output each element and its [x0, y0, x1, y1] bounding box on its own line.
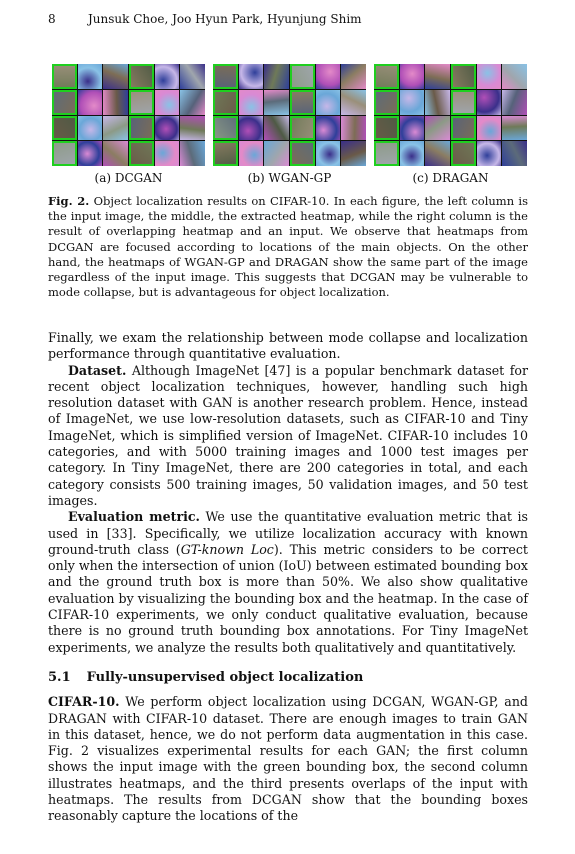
input-image-thumbnail: [290, 64, 315, 89]
input-image-thumbnail: [213, 141, 238, 166]
body-text: [48, 330, 528, 825]
paragraph-cifar10-text: We perform object localization using DCGAN, WGAN-GP, and DRAGAN with CIFAR-10 dataset. There are enough images to train GAN in this dataset, hence, we do not perform data augmentation in this case. Fig. 2 visualizes experimental results for each GAN; the first column shows the input image with the green bounding box, the second column illustrates heatmaps, and the third presents overlaps of the input with heatmaps. The results from DCGAN show that the bounding boxes reasonably capture the locations of the: [48, 694, 528, 824]
overlay-thumbnail: [264, 116, 289, 141]
paragraph-dataset-text: Although ImageNet [47] is a popular benchmark dataset for recent object localization techniques, however, handling such high resolution dataset with GAN is another research problem. Hence, instead of ImageNet, we use low-resolution datasets, such as CIFAR-10 and Tiny ImageNet, which is simplified version of ImageNet. CIFAR-10 includes 10 categories, and with 5000 training images and 1000 test images per category. In Tiny ImageNet, there are 200 categories in total, and each category consists 500 training images, 50 validation images, and 50 test images.: [48, 362, 528, 508]
input-image-thumbnail: [129, 141, 154, 166]
figure-caption-text: Object localization results on CIFAR-10. In each figure, the left column is the input image, the middle, the extracted heatmap, while the right column is the result of overlapping heatmap and an input. We observe that heatmaps from DCGAN are focused according to locations of the main objects. On the other hand, the heatmaps of WGAN-GP and DRAGAN show the same part of the image regardless of the input image. This suggests that DCGAN may be vulnerable to mode collapse, but is advantageous for object localization.: [48, 194, 528, 300]
overlay-thumbnail: [103, 90, 128, 115]
overlay-thumbnail: [502, 141, 527, 166]
input-image-thumbnail: [213, 90, 238, 115]
heatmap-thumbnail: [155, 64, 180, 89]
input-image-thumbnail: [129, 116, 154, 141]
figure-caption: [48, 194, 528, 300]
heatmap-thumbnail: [400, 64, 425, 89]
overlay-thumbnail: [180, 64, 205, 89]
overlay-thumbnail: [264, 64, 289, 89]
overlay-thumbnail: [180, 90, 205, 115]
overlay-thumbnail: [341, 116, 366, 141]
input-image-thumbnail: [451, 116, 476, 141]
input-image-thumbnail: [52, 64, 77, 89]
paragraph-metric-text-a: We use the quantitative evaluation metric that is used in [33]. Specifically, we utilize localization accuracy with known ground-truth class (: [48, 509, 528, 557]
section-heading: [48, 670, 528, 686]
subcaption-dcgan: (a) DCGAN: [94, 171, 163, 185]
input-image-thumbnail: [451, 64, 476, 89]
input-image-thumbnail: [374, 116, 399, 141]
heatmap-thumbnail: [78, 90, 103, 115]
dragan-grid: [374, 64, 527, 166]
subcaption-wgan-gp: (b) WGAN-GP: [247, 171, 332, 185]
page-number: 8: [48, 12, 56, 26]
input-image-thumbnail: [52, 116, 77, 141]
heatmap-thumbnail: [400, 141, 425, 166]
heatmap-thumbnail: [316, 116, 341, 141]
heatmap-thumbnail: [316, 141, 341, 166]
heatmap-thumbnail: [477, 90, 502, 115]
dcgan-grid: [52, 64, 205, 166]
overlay-thumbnail: [502, 90, 527, 115]
heatmap-thumbnail: [155, 90, 180, 115]
paragraph-cifar10-label: CIFAR-10.: [48, 694, 120, 710]
heatmap-thumbnail: [316, 64, 341, 89]
paragraph-intro: Finally, we exam the relationship between mode collapse and localization performance through quantitative evaluation.: [48, 330, 528, 362]
input-image-thumbnail: [213, 64, 238, 89]
overlay-thumbnail: [103, 64, 128, 89]
heatmap-thumbnail: [400, 90, 425, 115]
heatmap-thumbnail: [78, 116, 103, 141]
subcaption-dragan: (c) DRAGAN: [412, 171, 489, 185]
input-image-thumbnail: [290, 116, 315, 141]
paragraph-dataset: [48, 363, 528, 510]
overlay-thumbnail: [103, 141, 128, 166]
heatmap-thumbnail: [78, 141, 103, 166]
overlay-thumbnail: [425, 116, 450, 141]
heatmap-thumbnail: [477, 141, 502, 166]
input-image-thumbnail: [52, 141, 77, 166]
input-image-thumbnail: [374, 141, 399, 166]
input-image-thumbnail: [451, 90, 476, 115]
overlay-thumbnail: [341, 90, 366, 115]
heatmap-thumbnail: [239, 90, 264, 115]
paragraph-dataset-label: Dataset.: [68, 362, 127, 378]
section-number: 5.1: [48, 669, 71, 685]
overlay-thumbnail: [502, 64, 527, 89]
overlay-thumbnail: [341, 64, 366, 89]
input-image-thumbnail: [290, 90, 315, 115]
overlay-thumbnail: [103, 116, 128, 141]
overlay-thumbnail: [425, 141, 450, 166]
heatmap-thumbnail: [78, 64, 103, 89]
heatmap-thumbnail: [155, 116, 180, 141]
paragraph-metric-label: Evaluation metric.: [68, 509, 200, 525]
overlay-thumbnail: [264, 90, 289, 115]
figure-2-images: [52, 64, 528, 172]
overlay-thumbnail: [341, 141, 366, 166]
header-authors: Junsuk Choe, Joo Hyun Park, Hyunjung Shim: [88, 12, 362, 26]
heatmap-thumbnail: [477, 64, 502, 89]
section-title: Fully-unsupervised object localization: [86, 669, 364, 685]
overlay-thumbnail: [425, 90, 450, 115]
overlay-thumbnail: [502, 116, 527, 141]
heatmap-thumbnail: [239, 141, 264, 166]
heatmap-thumbnail: [316, 90, 341, 115]
input-image-thumbnail: [129, 64, 154, 89]
input-image-thumbnail: [129, 90, 154, 115]
paragraph-cifar10: [48, 694, 528, 824]
heatmap-thumbnail: [239, 64, 264, 89]
overlay-thumbnail: [180, 116, 205, 141]
overlay-thumbnail: [180, 141, 205, 166]
overlay-thumbnail: [425, 64, 450, 89]
running-header: [48, 12, 528, 30]
heatmap-thumbnail: [400, 116, 425, 141]
input-image-thumbnail: [374, 90, 399, 115]
paragraph-metric-text-b: ). This metric considers to be correct only when the intersection of union (IoU) between estimated bounding box and the ground truth box is more than 50%. We also show qualitative evaluation by visualizing the bounding box and the heatmap. In the case of CIFAR-10 experiments, we only conduct qualitative evaluation, because there is no ground truth bounding box annotations. For Tiny ImageNet experiments, we analyze the results both qualitatively and quantitatively.: [48, 541, 528, 655]
heatmap-thumbnail: [239, 116, 264, 141]
heatmap-thumbnail: [155, 141, 180, 166]
overlay-thumbnail: [264, 141, 289, 166]
paragraph-metric-emphasis: GT-known Loc: [180, 541, 274, 557]
input-image-thumbnail: [374, 64, 399, 89]
heatmap-thumbnail: [477, 116, 502, 141]
input-image-thumbnail: [213, 116, 238, 141]
wgan-gp-grid: [213, 64, 366, 166]
input-image-thumbnail: [290, 141, 315, 166]
figure-caption-label: Fig. 2.: [48, 194, 90, 208]
input-image-thumbnail: [451, 141, 476, 166]
paragraph-evaluation-metric: [48, 509, 528, 656]
input-image-thumbnail: [52, 90, 77, 115]
